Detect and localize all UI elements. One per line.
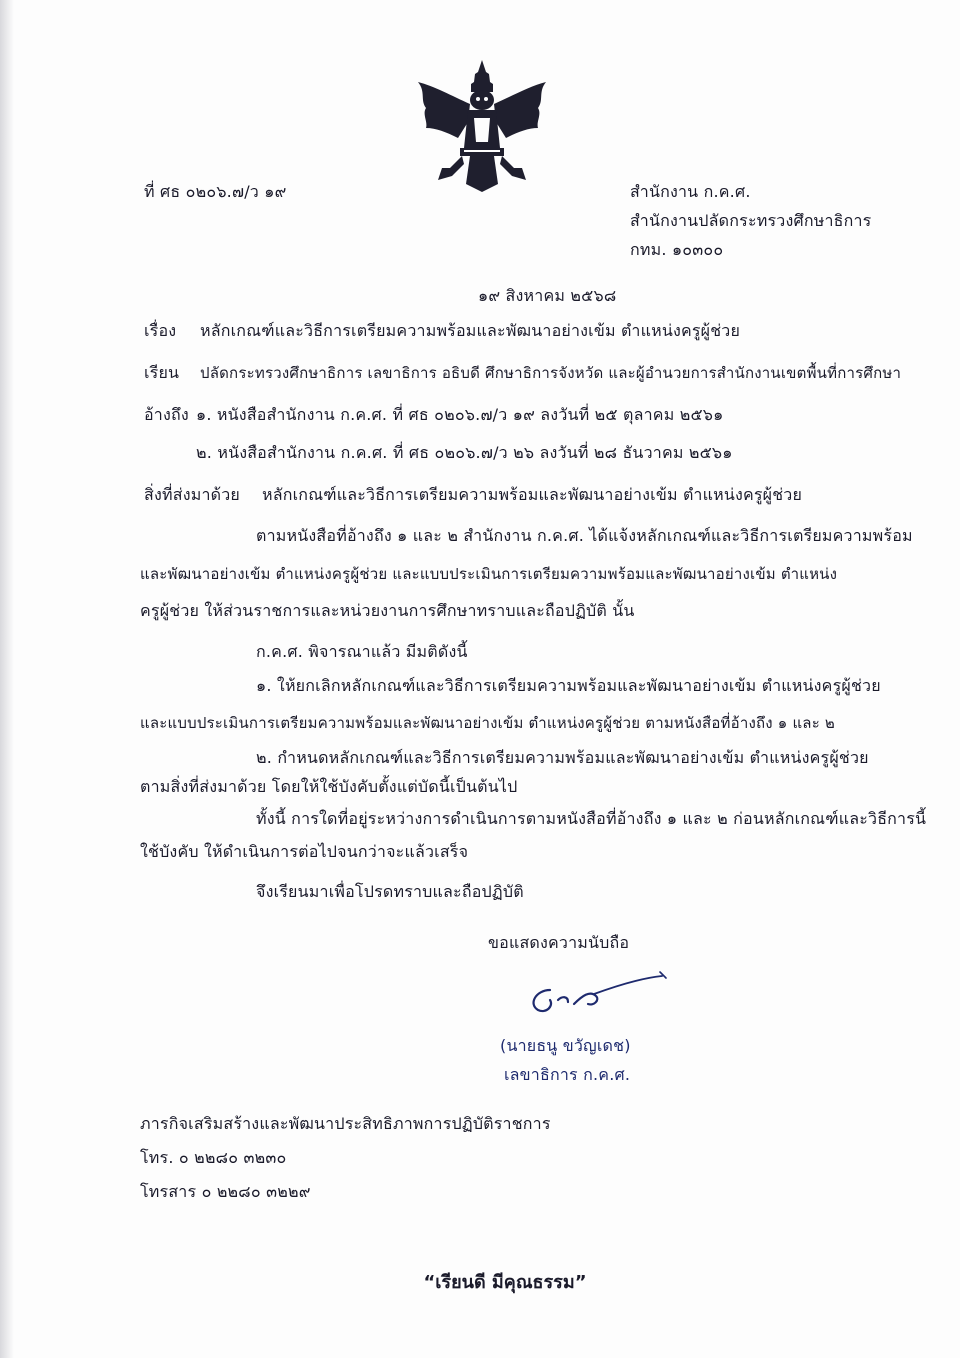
reference-item-2: ๒. หนังสือสำนักงาน ก.ค.ศ. ที่ ศธ ๐๒๐๖.๗/ว ๒๖ ลงวันที่ ๒๘ ธันวาคม ๒๕๖๑	[196, 443, 733, 462]
body-paragraph-1-line-1: ตามหนังสือที่อ้างถึง ๑ และ ๒ สำนักงาน ก.ค.ศ. ได้แจ้งหลักเกณฑ์และวิธีการเตรียมความพร้อม	[256, 526, 913, 545]
ministry-motto: “เรียนดี มีคุณธรรม”	[423, 1272, 587, 1293]
enclosure-text: หลักเกณฑ์และวิธีการเตรียมความพร้อมและพัฒนาอย่างเข้ม ตำแหน่งครูผู้ช่วย	[262, 485, 803, 504]
office-line-3: กทม. ๑๐๓๐๐	[630, 240, 724, 259]
enclosure-label: สิ่งที่ส่งมาด้วย	[144, 485, 240, 504]
document-number: ที่ ศธ ๐๒๐๖.๗/ว ๑๙	[144, 182, 287, 201]
closing-sentence: จึงเรียนมาเพื่อโปรดทราบและถือปฏิบัติ	[256, 882, 524, 901]
footer-unit: ภารกิจเสริมสร้างและพัฒนาประสิทธิภาพการปฏิบัติราชการ	[140, 1114, 551, 1133]
handwritten-signature	[520, 960, 680, 1030]
footer-telephone: โทร. ๐ ๒๒๘๐ ๓๒๓๐	[140, 1148, 287, 1167]
subject-label: เรื่อง	[144, 321, 177, 340]
signatory-title: เลขาธิการ ก.ค.ศ.	[504, 1065, 631, 1084]
garuda-emblem-icon	[412, 56, 552, 196]
recipient-label: เรียน	[144, 363, 180, 382]
body-paragraph-1-line-3: ครูผู้ช่วย ให้ส่วนราชการและหน่วยงานการศึกษาทราบและถือปฏิบัติ นั้น	[140, 601, 635, 620]
body-paragraph-5-line-1: ทั้งนี้ การใดที่อยู่ระหว่างการดำเนินการตามหนังสือที่อ้างถึง ๑ และ ๒ ก่อนหลักเกณฑ์และวิธีการนี้	[256, 809, 927, 828]
office-line-1: สำนักงาน ก.ค.ศ.	[630, 182, 751, 201]
recipient-text: ปลัดกระทรวงศึกษาธิการ เลขาธิการ อธิบดี ศึกษาธิการจังหวัด และผู้อำนวยการสำนักงานเขตพื้นที่การศึกษา	[200, 364, 902, 382]
document-date: ๑๙ สิงหาคม ๒๕๖๘	[478, 286, 617, 305]
body-paragraph-3-line-2: และแบบประเมินการเตรียมความพร้อมและพัฒนาอย่างเข้ม ตำแหน่งครูผู้ช่วย ตามหนังสือที่อ้างถึง ๑ และ ๒	[140, 714, 836, 732]
signatory-name: (นายธนู ขวัญเดช)	[500, 1036, 631, 1055]
body-paragraph-3-line-1: ๑. ให้ยกเลิกหลักเกณฑ์และวิธีการเตรียมความพร้อมและพัฒนาอย่างเข้ม ตำแหน่งครูผู้ช่วย	[256, 676, 881, 695]
body-paragraph-4-line-2: ตามสิ่งที่ส่งมาด้วย โดยให้ใช้บังคับตั้งแต่บัดนี้เป็นต้นไป	[140, 777, 518, 796]
subject-text: หลักเกณฑ์และวิธีการเตรียมความพร้อมและพัฒนาอย่างเข้ม ตำแหน่งครูผู้ช่วย	[200, 321, 741, 340]
footer-fax: โทรสาร ๐ ๒๒๘๐ ๓๒๒๙	[140, 1182, 311, 1201]
body-paragraph-2: ก.ค.ศ. พิจารณาแล้ว มีมติดังนี้	[256, 642, 468, 661]
body-paragraph-5-line-2: ใช้บังคับ ให้ดำเนินการต่อไปจนกว่าจะแล้วเสร็จ	[140, 842, 469, 861]
regards-line: ขอแสดงความนับถือ	[488, 933, 630, 952]
body-paragraph-1-line-2: และพัฒนาอย่างเข้ม ตำแหน่งครูผู้ช่วย และแบบประเมินการเตรียมความพร้อมและพัฒนาอย่างเข้ม ตำแหน่ง	[140, 565, 838, 583]
scan-edge-shadow	[0, 0, 14, 1358]
reference-item-1: ๑. หนังสือสำนักงาน ก.ค.ศ. ที่ ศธ ๐๒๐๖.๗/ว ๑๙ ลงวันที่ ๒๕ ตุลาคม ๒๕๖๑	[196, 405, 724, 424]
office-line-2: สำนักงานปลัดกระทรวงศึกษาธิการ	[630, 211, 872, 230]
reference-label: อ้างถึง	[144, 405, 189, 424]
body-paragraph-4-line-1: ๒. กำหนดหลักเกณฑ์และวิธีการเตรียมความพร้อมและพัฒนาอย่างเข้ม ตำแหน่งครูผู้ช่วย	[256, 748, 869, 767]
